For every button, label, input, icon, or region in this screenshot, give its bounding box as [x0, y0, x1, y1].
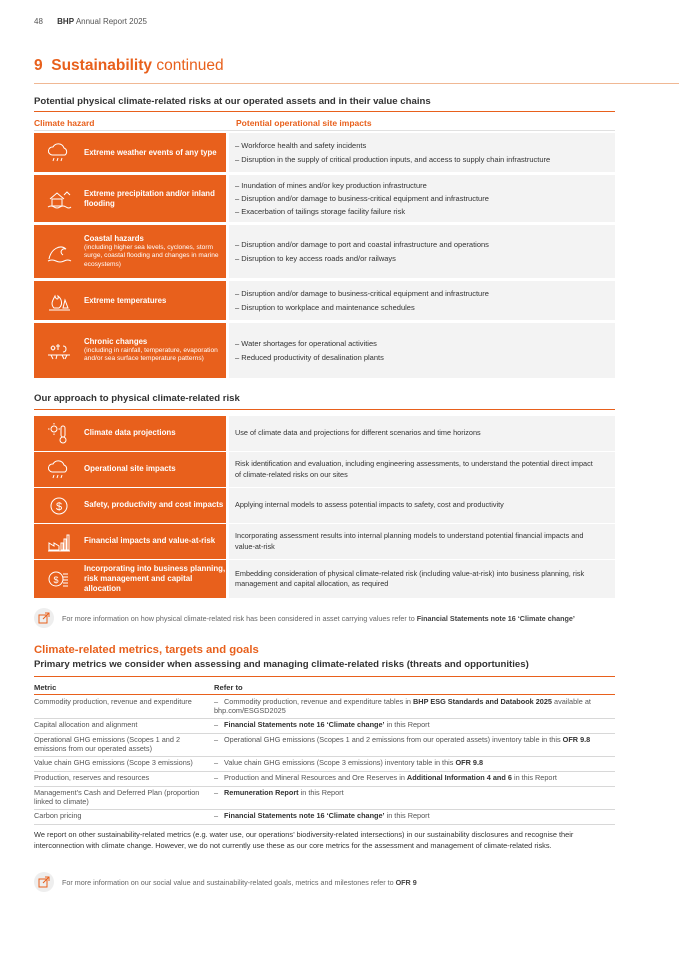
- metric-cell: Carbon pricing: [34, 811, 82, 820]
- wave-icon: [34, 241, 84, 263]
- approach-step-label: Climate data projections: [84, 428, 176, 438]
- table-row: [34, 773, 615, 787]
- impact-item: – Exacerbation of tailings storage facility failure risk: [235, 205, 489, 218]
- wildfire-icon: [34, 290, 84, 312]
- approach-step: [34, 488, 226, 523]
- note-text: For more information on our social value and sustainability-related goals, metrics and milestones refer to: [62, 877, 396, 887]
- impact-item: – Inundation of mines and/or key production infrastructure: [235, 179, 489, 192]
- hazard-row: [34, 133, 226, 172]
- metrics-divider: [34, 676, 615, 677]
- impacts-cell: [229, 133, 615, 172]
- approach-step-label: Operational site impacts: [84, 464, 176, 474]
- body-paragraph: We report on other sustainability-related metrics (e.g. water use, our operations’ biodiversity-related intersections) in our sustainability disclosures and recognise their interconnection with climate change. However, we do not currently use these as our core metrics for the assessment and management of climate-related risks.: [34, 830, 574, 850]
- approach-step-text: Risk identification and evaluation, including engineering assessments, to understand the potential direct impact of climate-related risks on our sites: [229, 452, 615, 487]
- impacts-column-header: Potential operational site impacts: [236, 118, 372, 128]
- hazard-row: [34, 281, 226, 320]
- table-row: [34, 811, 615, 825]
- cross-reference-note: [34, 872, 417, 892]
- impacts-cell: [229, 175, 615, 222]
- impact-list: [229, 179, 489, 218]
- table-row: [34, 735, 615, 757]
- impact-item: – Disruption and/or damage to business-critical equipment and infrastructure: [235, 287, 489, 300]
- impact-item: – Reduced productivity of desalination plants: [235, 351, 384, 364]
- factory-chart-icon: [34, 531, 84, 553]
- metric-cell: Production, reserves and resources: [34, 773, 150, 782]
- impact-list: [229, 337, 384, 363]
- hazard-row: [34, 323, 226, 378]
- impact-list: [229, 287, 489, 313]
- page-header: [34, 17, 147, 26]
- impact-item: – Water shortages for operational activities: [235, 337, 384, 350]
- approach-step: [34, 524, 226, 559]
- hazard-title: Extreme temperatures: [84, 295, 167, 305]
- approach-heading: Our approach to physical climate-related risk: [34, 393, 240, 404]
- refer-cell: – Value chain GHG emissions (Scope 3 emissions) inventory table in this OFR 9.8: [214, 758, 484, 767]
- approach-step: [34, 560, 226, 598]
- metric-cell: Capital allocation and alignment: [34, 720, 138, 729]
- approach-step: [34, 452, 226, 487]
- hazard-subtitle: (including higher sea levels, cyclones, storm surge, coastal flooding and changes in marine ecosystems): [84, 243, 219, 268]
- impact-list: [229, 139, 550, 165]
- note-reference-link[interactable]: Financial Statements note 16 ‘Climate change’: [416, 613, 575, 623]
- table-row: [34, 720, 615, 734]
- section-name: Sustainability: [51, 57, 153, 74]
- hazard-subtitle: (including in rainfall, temperature, evaporation and/or sea surface temperature patterns): [84, 346, 218, 363]
- impact-item: – Workforce health and safety incidents: [235, 139, 550, 152]
- impacts-cell: [229, 281, 615, 320]
- metric-cell: Management’s Cash and Deferred Plan (proportion linked to climate): [34, 788, 200, 807]
- approach-step-text: Incorporating assessment results into internal planning models to understand potential financial impacts and value-at-risk: [229, 524, 615, 559]
- impact-item: – Disruption in the supply of critical production inputs, and access to supply chain infrastructure: [235, 153, 550, 166]
- hazard-row: [34, 225, 226, 278]
- impact-item: – Disruption to workplace and maintenance schedules: [235, 301, 489, 314]
- refer-cell: – Remuneration Report in this Report: [214, 788, 344, 797]
- refer-column-header: Refer to: [214, 683, 243, 692]
- rain-cloud-icon: [34, 459, 84, 481]
- flooded-house-icon: [34, 188, 84, 210]
- impact-item: – Disruption to key access roads and/or railways: [235, 252, 489, 265]
- impacts-cell: [229, 323, 615, 378]
- storm-cloud-icon: [34, 142, 84, 164]
- note-reference-link[interactable]: OFR 9: [395, 877, 417, 887]
- hazard-title: Extreme weather events of any type: [84, 147, 217, 157]
- impact-item: – Disruption and/or damage to port and coastal infrastructure and operations: [235, 238, 489, 251]
- approach-step-text: Applying internal models to assess potential impacts to safety, cost and productivity: [229, 488, 615, 523]
- report-brand: BHP: [57, 17, 75, 26]
- column-header-divider: [34, 130, 615, 131]
- reference-arrow-icon: [34, 872, 54, 892]
- hazard-title: Coastal hazards: [84, 233, 144, 243]
- refer-cell: – Financial Statements note 16 ‘Climate change’ in this Report: [214, 720, 430, 729]
- hazard-row: [34, 175, 226, 222]
- physical-risks-divider: [34, 111, 615, 112]
- metrics-subtitle: Primary metrics we consider when assessing and managing climate-related risks (threats and opportunities): [34, 659, 529, 670]
- page-number: 48: [34, 17, 43, 26]
- refer-cell: – Commodity production, revenue and expenditure tables in BHP ESG Standards and Databook 2025 available at bhp.com/ESGSD2025: [214, 697, 591, 716]
- approach-step-text: Embedding consideration of physical climate-related risk (including value-at-risk) into business planning, risk management and capital allocation, as required: [229, 560, 615, 598]
- refer-cell: – Financial Statements note 16 ‘Climate change’ in this Report: [214, 811, 430, 820]
- refer-cell: – Operational GHG emissions (Scopes 1 and 2 emissions from our operated assets) inventory table in this OFR 9.8: [214, 735, 591, 744]
- svg-text:$: $: [53, 575, 59, 585]
- impact-item: – Disruption and/or damage to business-critical equipment and infrastructure: [235, 192, 489, 205]
- approach-step-label: Safety, productivity and cost impacts: [84, 500, 224, 510]
- note-text: For more information on how physical climate-related risk has been considered in asset carrying values refer to: [62, 613, 417, 623]
- section-number: 9: [34, 57, 43, 74]
- svg-text:$: $: [55, 500, 63, 513]
- hazard-title: Extreme precipitation and/or inland flooding: [84, 188, 215, 208]
- metric-cell: Operational GHG emissions (Scopes 1 and 2 emissions from our operated assets): [34, 735, 181, 754]
- metrics-title: Climate-related metrics, targets and goals: [34, 644, 259, 656]
- impacts-cell: [229, 225, 615, 278]
- approach-step-text: Use of climate data and projections for different scenarios and time horizons: [229, 416, 615, 451]
- metric-column-header: Metric: [34, 683, 57, 692]
- physical-risks-heading: Potential physical climate-related risks at our operated assets and in their value chains: [34, 96, 431, 107]
- hazard-title: Chronic changes: [84, 337, 148, 347]
- section-suffix: continued: [156, 57, 224, 74]
- table-row: [34, 697, 615, 719]
- approach-step-label: Financial impacts and value-at-risk: [84, 536, 216, 546]
- metrics-header-divider: [34, 694, 615, 695]
- coin-stack-icon: [34, 568, 84, 590]
- metric-cell: Commodity production, revenue and expenditure: [34, 697, 192, 706]
- thermometer-sun-icon: [34, 423, 84, 445]
- table-row: [34, 758, 615, 772]
- hazard-column-header: Climate hazard: [34, 118, 95, 128]
- approach-divider: [34, 409, 615, 410]
- approach-step: [34, 416, 226, 451]
- refer-cell: – Production and Mineral Resources and Ore Reserves in Additional Information 4 and 6 in this Report: [214, 773, 557, 782]
- dollar-coin-icon: [34, 495, 84, 517]
- approach-step-label: Incorporating into business planning, risk management and capital allocation: [84, 563, 226, 594]
- title-divider: [34, 83, 679, 84]
- metric-cell: Value chain GHG emissions (Scope 3 emissions): [34, 758, 193, 767]
- cross-reference-note: [34, 608, 575, 628]
- drought-icon: [34, 340, 84, 362]
- impact-list: [229, 238, 489, 264]
- reference-arrow-icon: [34, 608, 54, 628]
- section-title: [34, 57, 224, 75]
- report-title: Annual Report 2025: [75, 17, 147, 26]
- table-row: [34, 788, 615, 810]
